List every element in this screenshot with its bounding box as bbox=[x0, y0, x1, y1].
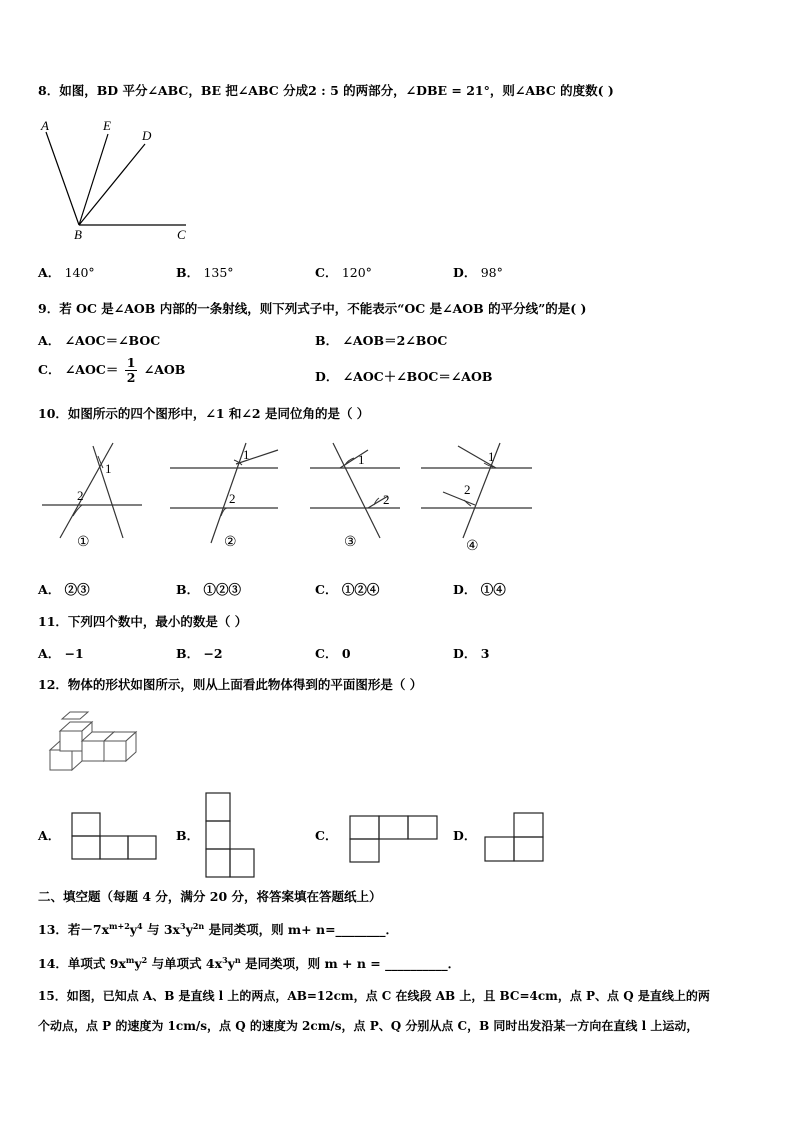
option-letter: B． bbox=[315, 333, 339, 348]
q9-option-a[interactable] bbox=[38, 333, 160, 349]
option-text: 135° bbox=[203, 265, 234, 280]
option-text: 140° bbox=[64, 265, 95, 280]
exponent: 2 bbox=[141, 955, 148, 965]
q12-option-d-label[interactable]: D． bbox=[453, 828, 477, 843]
label-D: D bbox=[142, 128, 152, 143]
q8-angle-figure bbox=[36, 118, 236, 248]
q10-option-b[interactable] bbox=[176, 582, 241, 598]
angle-1-label: 1 bbox=[243, 447, 250, 462]
figure-1-label: ① bbox=[77, 535, 90, 550]
figure-4 bbox=[421, 443, 532, 554]
q8-option-c[interactable] bbox=[315, 265, 372, 281]
q8-stem: 8．如图，BD 平分∠ABC，BE 把∠ABC 分成2 : 5 的两部分，∠DBE = 21°，则∠ABC 的度数( ) bbox=[38, 83, 614, 98]
option-letter: D． bbox=[453, 265, 477, 280]
text: 是同类项，则 m+ n=________． bbox=[204, 922, 399, 938]
option-text: ∠AOB bbox=[143, 362, 186, 377]
angle-2-label: 2 bbox=[77, 488, 84, 503]
figure-1 bbox=[42, 443, 142, 550]
q12-3d-cubes-figure bbox=[48, 710, 148, 780]
text: y bbox=[185, 922, 193, 938]
option-text: 0 bbox=[341, 646, 351, 661]
option-text: ∠AOB＝2∠BOC bbox=[342, 333, 448, 348]
q10-stem: 10．如图所示的四个图形中，∠1 和∠2 是同位角的是（ ） bbox=[38, 406, 370, 421]
angle-1-label: 1 bbox=[105, 461, 112, 476]
q11-option-d[interactable] bbox=[453, 646, 489, 662]
angle-1-label: 1 bbox=[488, 449, 495, 464]
label-C: C bbox=[177, 227, 186, 242]
exponent: 4 bbox=[137, 921, 143, 931]
q10-option-c[interactable] bbox=[315, 582, 379, 598]
exponent: n bbox=[234, 955, 241, 965]
option-text: 3 bbox=[480, 646, 490, 661]
q12-option-a-label[interactable]: A． bbox=[38, 828, 61, 843]
option-text: ∠AOC＝ bbox=[64, 362, 119, 377]
q12-option-d-figure[interactable] bbox=[484, 812, 548, 864]
q8-option-d[interactable] bbox=[453, 265, 503, 281]
q9-option-c[interactable] bbox=[38, 356, 185, 385]
text: y bbox=[227, 956, 235, 972]
q15-line-1: 15．如图，已知点 A、B 是直线 l 上的两点，AB=12cm，点 C 在线段 AB 上，且 BC=4cm，点 P、点 Q 是直线上的两 bbox=[38, 989, 710, 1003]
angle-1-label: 1 bbox=[358, 452, 365, 467]
exponent: m bbox=[125, 955, 135, 965]
label-E: E bbox=[103, 118, 111, 133]
option-text: ∠AOC＝∠BOC bbox=[64, 333, 161, 348]
fraction-denominator: 2 bbox=[126, 370, 136, 385]
text: 是同类项，则 m + n = __________． bbox=[240, 956, 461, 972]
fraction-numerator: 1 bbox=[126, 355, 136, 370]
text: 与 3x bbox=[142, 922, 180, 938]
option-letter: A． bbox=[38, 582, 61, 597]
q11-option-b[interactable] bbox=[176, 646, 223, 662]
exponent: 3 bbox=[222, 955, 228, 965]
option-text: −1 bbox=[64, 646, 84, 661]
text: 14．单项式 9x bbox=[38, 956, 126, 972]
option-text: 120° bbox=[341, 265, 372, 280]
q12-option-c-figure[interactable] bbox=[349, 815, 441, 865]
q12-stem: 12．物体的形状如图所示，则从上面看此物体得到的平面图形是（ ） bbox=[38, 677, 423, 692]
figure-2-label: ② bbox=[224, 535, 237, 550]
option-text: ②③ bbox=[64, 582, 90, 597]
text: 13．若－7x bbox=[38, 922, 110, 938]
option-letter: B． bbox=[176, 265, 200, 280]
text: 与单项式 4x bbox=[147, 956, 223, 972]
option-letter: C． bbox=[315, 265, 338, 280]
q10-figures bbox=[38, 438, 558, 563]
option-letter: C． bbox=[315, 646, 338, 661]
angle-2-label: 2 bbox=[383, 492, 390, 507]
option-text: ①②③ bbox=[203, 582, 241, 597]
option-letter: C． bbox=[315, 582, 338, 597]
option-letter: A． bbox=[38, 646, 61, 661]
figure-3-label: ③ bbox=[344, 535, 357, 550]
q9-stem: 9．若 OC 是∠AOB 内部的一条射线，则下列式子中，不能表示“OC 是∠AOB 的平分线”的是( ) bbox=[38, 301, 587, 316]
option-text: ①④ bbox=[480, 582, 506, 597]
q10-option-d[interactable] bbox=[453, 582, 506, 598]
q14-stem bbox=[38, 952, 460, 972]
q8-option-b[interactable] bbox=[176, 265, 234, 281]
figure-2 bbox=[170, 443, 278, 550]
option-letter: C． bbox=[38, 362, 61, 377]
q12-option-a-figure[interactable] bbox=[71, 812, 161, 862]
q9-option-d[interactable] bbox=[315, 369, 492, 385]
option-letter: B． bbox=[176, 646, 200, 661]
q8-option-a[interactable] bbox=[38, 265, 95, 281]
exponent: m+2 bbox=[109, 921, 130, 931]
option-letter: A． bbox=[38, 333, 61, 348]
figure-4-label: ④ bbox=[466, 539, 479, 554]
label-B: B bbox=[74, 227, 82, 242]
exponent: 3 bbox=[179, 921, 186, 931]
option-letter: D． bbox=[315, 369, 339, 384]
fraction bbox=[125, 356, 138, 385]
text: y bbox=[134, 956, 142, 972]
q12-option-b-figure[interactable] bbox=[205, 792, 257, 882]
option-letter: D． bbox=[453, 582, 477, 597]
option-text: −2 bbox=[203, 646, 223, 661]
option-text: ∠AOC＋∠BOC＝∠AOB bbox=[342, 369, 493, 384]
angle-2-label: 2 bbox=[464, 482, 471, 497]
figure-3 bbox=[310, 443, 400, 550]
q13-stem bbox=[38, 918, 398, 938]
angle-2-label: 2 bbox=[229, 491, 236, 506]
option-letter: B． bbox=[176, 582, 200, 597]
q11-option-a[interactable] bbox=[38, 646, 84, 662]
exponent: 2n bbox=[192, 921, 205, 931]
option-letter: A． bbox=[38, 265, 61, 280]
section-heading: 二、填空题（每题 4 分，满分 20 分，将答案填在答题纸上） bbox=[38, 889, 382, 904]
option-text: 98° bbox=[480, 265, 503, 280]
q11-stem: 11．下列四个数中，最小的数是（ ） bbox=[38, 614, 248, 629]
q15-line-2: 个动点，点 P 的速度为 1cm/s，点 Q 的速度为 2cm/s，点 P、Q 分别从点 C，B 同时出发沿某一方向在直线 l 上运动， bbox=[38, 1019, 699, 1033]
text: y bbox=[129, 922, 138, 938]
q12-option-c-label[interactable]: C． bbox=[315, 828, 338, 843]
q10-option-a[interactable] bbox=[38, 582, 90, 598]
q12-option-b-label[interactable]: B． bbox=[176, 828, 200, 843]
q9-option-b[interactable] bbox=[315, 333, 447, 349]
option-text: ①②④ bbox=[341, 582, 380, 597]
option-letter: D． bbox=[453, 646, 477, 661]
q11-option-c[interactable] bbox=[315, 646, 351, 662]
label-A: A bbox=[41, 118, 49, 133]
